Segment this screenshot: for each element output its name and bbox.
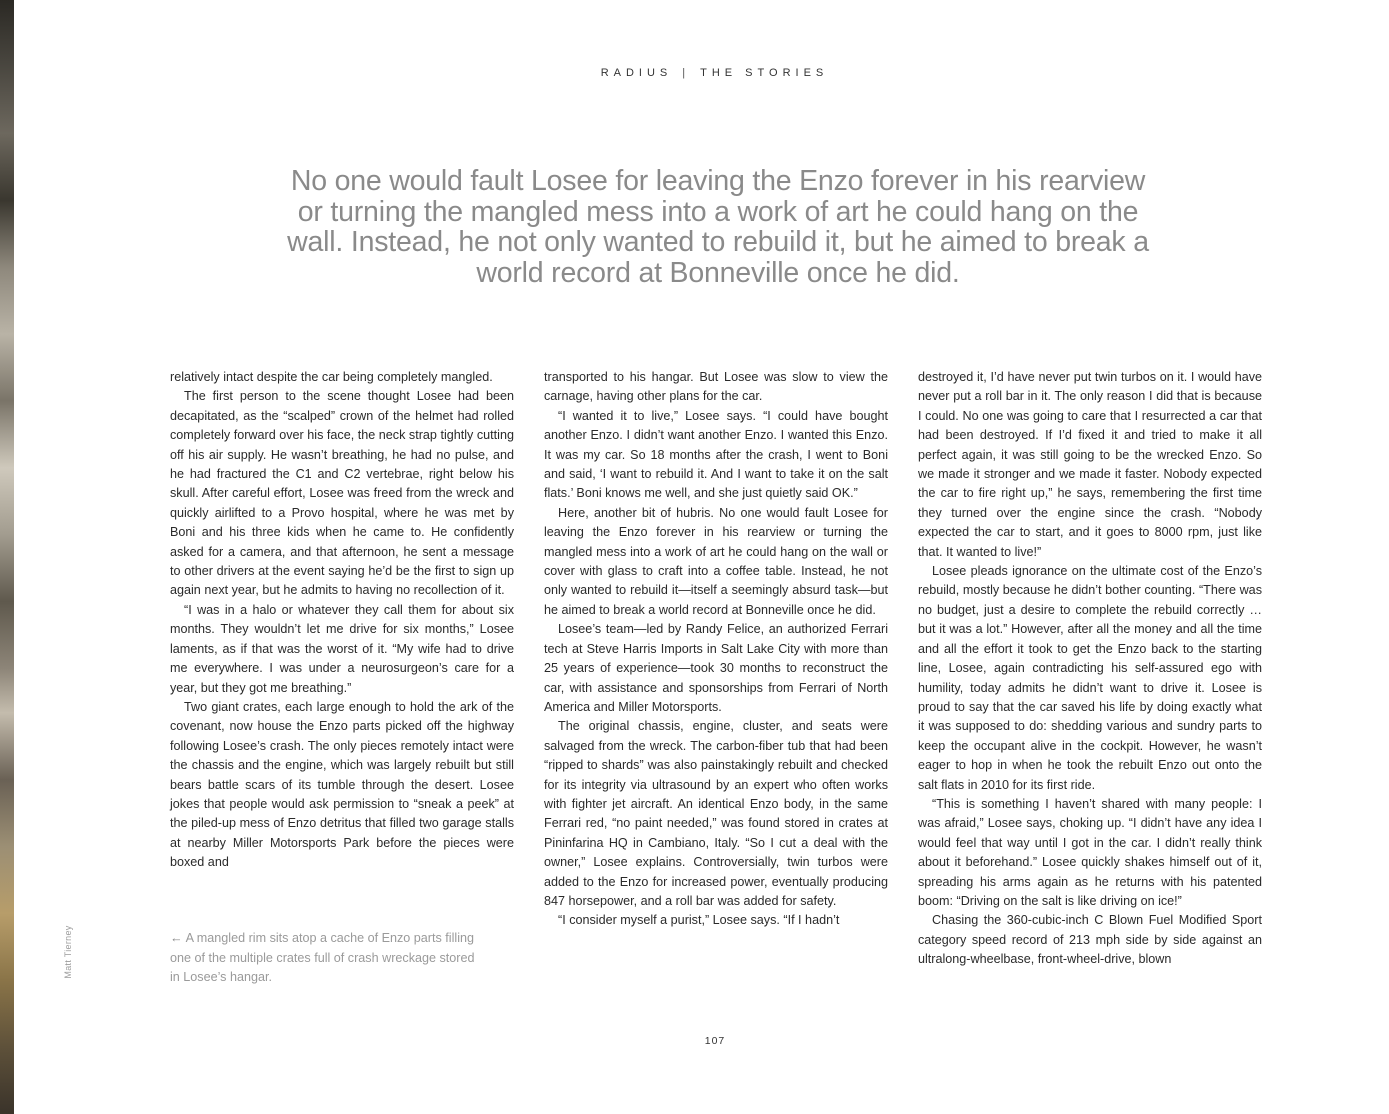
paragraph: “This is something I haven’t shared with many people: I was afraid,” Losee says, choking up. “I didn’t have any idea I would feel that way until I got in the car. I didn’t really think about it beforehand.” Losee quickly shakes himself out of it, spreading his arms again as he returns with his patented boom: “Driving on the salt is like driving on ice!” bbox=[918, 796, 1262, 908]
running-header bbox=[0, 67, 1389, 79]
header-section: RADIUS bbox=[600, 67, 673, 79]
article-column-3 bbox=[918, 368, 1262, 970]
header-subsection: THE STORIES bbox=[700, 67, 829, 79]
paragraph: “I wanted it to live,” Losee says. “I could have bought another Enzo. I didn’t want another Enzo. I wanted this Enzo. It was my car. So 18 months after the crash, I went to Boni and said, ‘I want to rebuild it. And I want to take it on the salt flats.’ Boni knows me well, and she just quietly said OK.” bbox=[544, 408, 888, 501]
paragraph: Two giant crates, each large enough to hold the ark of the covenant, now house the Enzo parts picked off the highway following Losee’s crash. The only pieces remotely intact were the chassis and the engine, which was largely rebuilt but still bears battle scars of its tumble through the desert. Losee jokes that people would ask permission to “sneak a peek” at the piled-up mess of Enzo detritus that filled two garage stalls at nearby Miller Motorsports Park before the pieces were boxed and bbox=[170, 699, 514, 870]
header-separator: | bbox=[682, 67, 691, 79]
paragraph: “I was in a halo or whatever they call them for about six months. They wouldn’t let me drive for six months,” Losee laments, as if that was the worst of it. “My wife had to drive me everywhere. I was under a neurosurgeon’s care for a year, but they got me breathing.” bbox=[170, 602, 514, 695]
arrow-left-icon: ← bbox=[170, 931, 183, 945]
article-column-1 bbox=[170, 368, 514, 873]
paragraph: Chasing the 360-cubic-inch C Blown Fuel Modified Sport category speed record of 213 mph side by side against an ultralong-wheelbase, front-wheel-drive, blown bbox=[918, 913, 1262, 967]
paragraph: “I consider myself a purist,” Losee says. “If I hadn’t bbox=[558, 913, 840, 928]
paragraph: Losee pleads ignorance on the ultimate cost of the Enzo’s rebuild, mostly because he didn’t bother counting. “There was no budget, just a desire to complete the rebuild correctly … but it was a lot.” However, after all the money and all the time and all the effort it took to get the Enzo back to the starting line, Losee, again contradicting his self-assured ego with humility, today admits he didn’t want to drive it. Losee is proud to say that the car saved his life by doing exactly what it was supposed to do: shedding various and sundry parts to keep the occupant alive in the cockpit. However, he wasn’t eager to hop in when he took the rebuilt Enzo out onto the salt flats in 2010 for its first ride. bbox=[918, 564, 1262, 792]
photo-credit: Matt Tierney bbox=[63, 925, 73, 979]
caption-text: A mangled rim sits atop a cache of Enzo parts filling one of the multiple crates full of crash wreckage stored in Losee’s hangar. bbox=[170, 931, 475, 985]
page-number: 107 bbox=[704, 1035, 726, 1047]
pull-quote: No one would fault Losee for leaving the Enzo forever in his rearview or turning the mangled mess into a work of art he could hang on the wall. Instead, he not only wanted to rebuild it, but he aimed to break a world record at Bonneville once he did. bbox=[287, 165, 1149, 289]
paragraph: transported to his hangar. But Losee was slow to view the carnage, having other plans for the car. bbox=[544, 370, 888, 404]
photo-edge-strip bbox=[0, 0, 14, 1114]
article-column-2 bbox=[544, 368, 888, 931]
paragraph: The original chassis, engine, cluster, and seats were salvaged from the wreck. The carbon-fiber tub that had been “ripped to shards” was also painstakingly rebuilt and checked for its integrity via ultrasound by an expert who often works with fighter jet aircraft. An identical Enzo body, in the same Ferrari red, “no paint needed,” was found stored in crates at Pininfarina HQ in Cambiano, Italy. “So I cut a deal with the owner,” Losee explains. Controversially, twin turbos were added to the Enzo for increased power, eventually producing 847 horsepower, and a roll bar was added for safety. bbox=[544, 719, 888, 908]
paragraph: Here, another bit of hubris. No one would fault Losee for leaving the Enzo forever in his rearview or turning the mangled mess into a work of art he could hang on the wall or cover with glass to craft into a coffee table. Instead, he not only wanted to rebuild it—itself a seemingly absurd task—but he aimed to break a world record at Bonneville once he did. bbox=[544, 505, 888, 617]
paragraph: destroyed it, I’d have never put twin turbos on it. I would have never put a roll bar in it. The only reason I did that is because I could. No one was going to care that I resurrected a car that had been destroyed. If I’d fixed it and tried to make it all perfect again, it was still going to be the wrecked Enzo. So we made it stronger and we made it faster. Nobody expected the car to fire right up,” he says, remembering the first time they turned over the engine since the crash. “Nobody expected the car to start, and it goes to 8000 rpm, just like that. It wanted to live!” bbox=[918, 370, 1262, 559]
photo-caption bbox=[170, 929, 480, 988]
paragraph: Losee’s team—led by Randy Felice, an authorized Ferrari tech at Steve Harris Imports in Salt Lake City with more than 25 years of experience—took 30 months to reconstruct the car, with assistance and sponsorships from Ferrari of North America and Miller Motorsports. bbox=[544, 622, 888, 714]
paragraph: relatively intact despite the car being completely mangled. bbox=[170, 370, 493, 384]
paragraph: The first person to the scene thought Losee had been decapitated, as the “scalped” crown of the helmet had rolled completely forward over his face, the neck strap tightly cutting off his air supply. He wasn’t breathing, he had no pulse, and he had fractured the C1 and C2 vertebrae, right below his skull. After careful effort, Losee was freed from the wreck and quickly airlifted to a Provo hospital, where he was met by Boni and his three kids when he came to. He confidently asked for a camera, and that afternoon, he sent a message to other drivers at the event saying he’d be the first to sign up again next year, but he admits to having no recollection of it. bbox=[170, 389, 514, 598]
